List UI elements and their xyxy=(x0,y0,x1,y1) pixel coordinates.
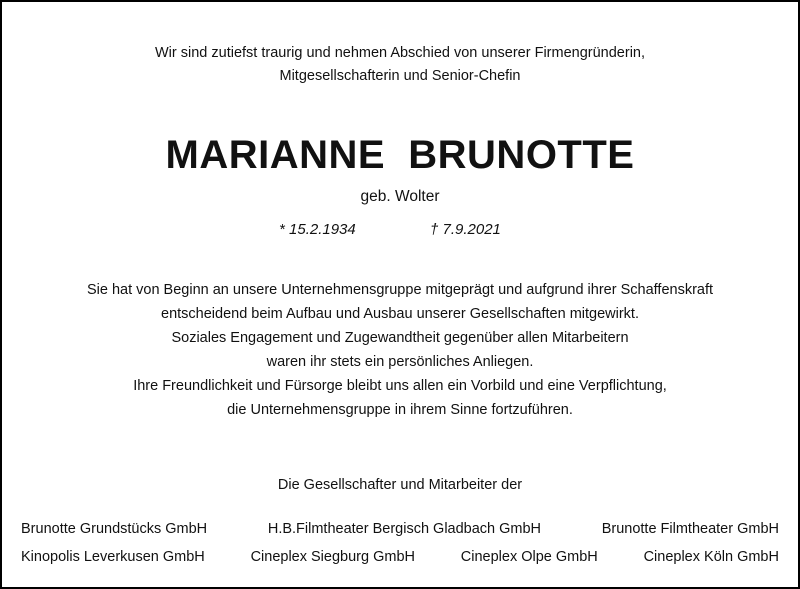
tribute-line: die Unternehmensgruppe in ihrem Sinne fortzuführen. xyxy=(227,402,573,418)
tribute-line: Ihre Freundlichkeit und Fürsorge bleibt uns allen ein Vorbild und eine Verpflichtung, xyxy=(133,378,667,394)
intro-text xyxy=(2,42,798,88)
company-name: Cineplex Köln GmbH xyxy=(643,549,779,565)
deceased-name: MARIANNE BRUNOTTE xyxy=(165,133,635,177)
tribute-line: waren ihr stets ein persönliches Anliegen. xyxy=(266,354,534,370)
tribute-line: Sie hat von Beginn an unsere Unternehmensgruppe mitgeprägt und aufgrund ihrer Schaffenskraft xyxy=(86,282,714,298)
tribute-line: entscheidend beim Aufbau und Ausbau unserer Gesellschaften mitgewirkt. xyxy=(161,306,639,322)
company-name: Cineplex Olpe GmbH xyxy=(460,549,598,565)
death-date: † 7.9.2021 xyxy=(430,221,501,238)
birth-date: * 15.2.1934 xyxy=(279,221,356,238)
tribute-text xyxy=(2,278,798,422)
company-row xyxy=(21,519,779,539)
company-name: Brunotte Grundstücks GmbH xyxy=(21,521,208,537)
company-name: Brunotte Filmtheater GmbH xyxy=(601,521,779,537)
intro-line: Wir sind zutiefst traurig und nehmen Abschied von unserer Firmengründerin, xyxy=(154,45,646,61)
intro-line: Mitgesellschafterin und Senior-Chefin xyxy=(279,68,521,84)
company-row xyxy=(21,547,779,567)
company-name: Kinopolis Leverkusen GmbH xyxy=(21,549,205,565)
company-name: Cineplex Siegburg GmbH xyxy=(250,549,415,565)
company-name: H.B.Filmtheater Bergisch Gladbach GmbH xyxy=(267,521,542,537)
signature-line: Die Gesellschafter und Mitarbeiter der xyxy=(277,477,523,493)
maiden-name: geb. Wolter xyxy=(360,188,440,205)
tribute-line: Soziales Engagement und Zugewandtheit gegenüber allen Mitarbeitern xyxy=(171,330,629,346)
